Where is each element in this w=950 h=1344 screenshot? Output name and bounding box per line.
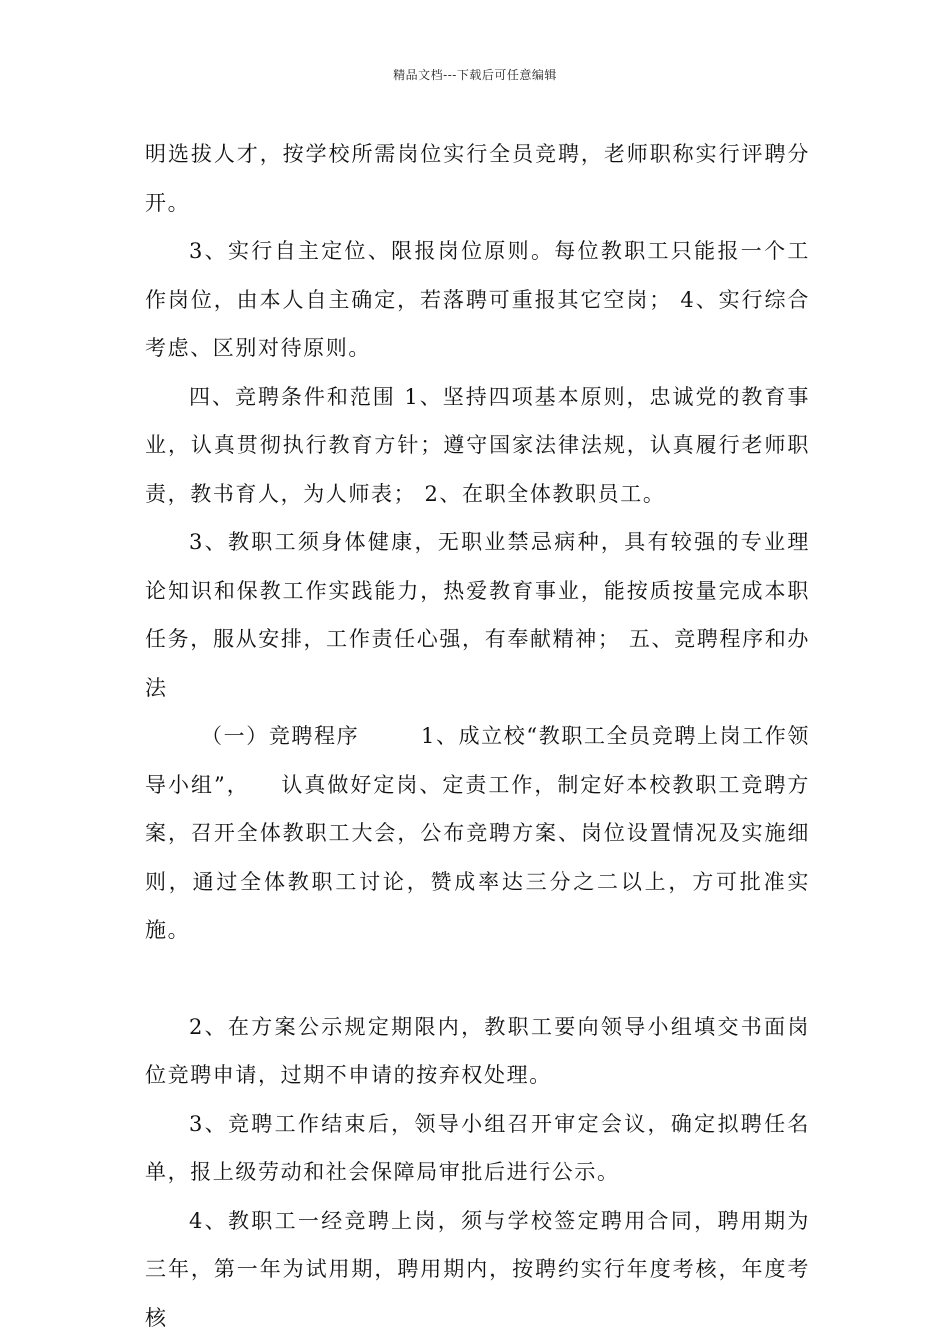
paragraph-conditions: 四、竞聘条件和范围 1、坚持四项基本原则，忠诚党的教育事业，认真贯彻执行教育方针；遵守国家法律法规，认真履行老师职责，教书育人，为人师表； 2、在职全体教职员工。 <box>145 384 810 506</box>
paragraph-procedure-4: 4、教职工一经竞聘上岗，须与学校签定聘用合同，聘用期为三年，第一年为试用期，聘用期内，按聘约实行年度考核，年度考核 <box>145 1208 810 1330</box>
paragraph-procedure-1: （一）竞聘程序 1、成立校“教职工全员竞聘上岗工作领导小组”， 认真做好定岗、定责工作，制定好本校教职工竞聘方案，召开全体教职工大会，公布竞聘方案、岗位设置情况及实施细则，通过全体教职工讨论，赞成率达三分之二以上，方可批准实施。 <box>145 724 810 942</box>
paragraph-procedure-3: 3、竞聘工作结束后，领导小组召开审定会议，确定拟聘任名单，报上级劳动和社会保障局审批后进行公示。 <box>145 1111 810 1184</box>
document-body <box>145 130 810 1342</box>
paragraph-continuation: 明选拔人才，按学校所需岗位实行全员竞聘，老师职称实行评聘分开。 <box>145 142 810 215</box>
paragraph-procedure-2: 2、在方案公示规定期限内，教职工要向领导小组填交书面岗位竞聘申请，过期不申请的按弃权处理。 <box>145 1014 810 1087</box>
paragraph-principle-3: 3、实行自主定位、限报岗位原则。每位教职工只能报一个工作岗位，由本人自主确定，若落聘可重报其它空岗； 4、实行综合考虑、区别对待原则。 <box>145 239 810 360</box>
paragraph-health: 3、教职工须身体健康，无职业禁忌病种，具有较强的专业理论知识和保教工作实践能力，热爱教育事业，能按质按量完成本职任务，服从安排，工作责任心强，有奉献精神； 五、竞聘程序和办法 <box>145 530 810 700</box>
page-header: 精品文档---下载后可任意编辑 <box>393 68 557 82</box>
